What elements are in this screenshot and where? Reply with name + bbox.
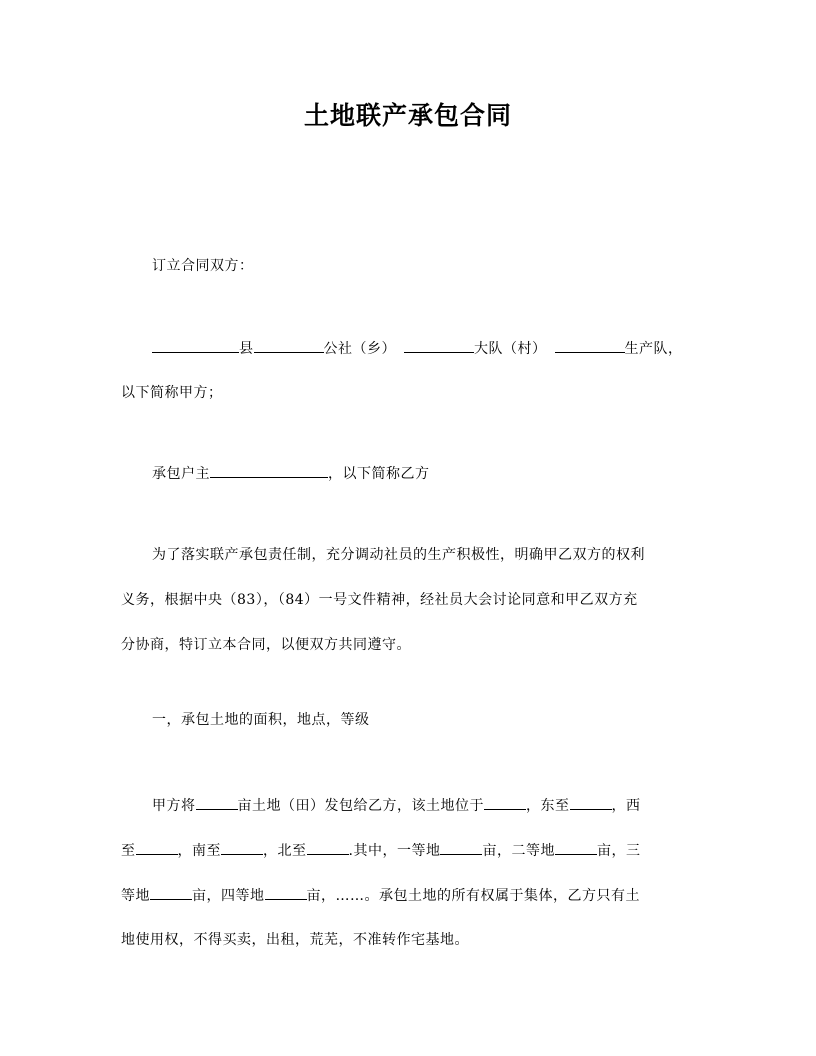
location-blank[interactable]: [484, 793, 526, 810]
section-1-line-2: 至 ，南至 ，北至 .其中，一等地 亩，二等地 亩，三: [121, 838, 697, 862]
north-boundary-blank[interactable]: [307, 838, 349, 855]
section-1-heading: 一，承包土地的面积，地点，等级: [152, 712, 370, 728]
brigade-blank[interactable]: [404, 336, 474, 353]
team-blank[interactable]: [555, 336, 625, 353]
south-boundary-blank[interactable]: [221, 838, 263, 855]
purpose-line-1: 为了落实联产承包责任制，充分调动社员的生产积极性，明确甲乙双方的权利: [152, 547, 645, 563]
grade-4-blank[interactable]: [265, 883, 307, 900]
document-title: 土地联产承包合同: [303, 101, 512, 130]
party-b-paragraph: 承包户主 ，以下简称乙方: [121, 461, 697, 485]
county-blank[interactable]: [152, 336, 239, 353]
party-a-paragraph: [121, 336, 697, 405]
purpose-line-2: 义务，根据中央（83），（84）一号文件精神，经社员大会讨论同意和甲乙双方充: [121, 592, 638, 608]
household-head-blank[interactable]: [210, 461, 328, 478]
grade-3-blank[interactable]: [150, 883, 192, 900]
parties-heading: 订立合同双方：: [152, 258, 254, 274]
section-1-line-4: 地使用权，不得买卖，出租，荒芜，不准转作宅基地。: [121, 932, 469, 948]
party-a-line-1: 县 公社（乡） 大队（村） 生产队，: [121, 336, 697, 360]
grade-2-blank[interactable]: [555, 838, 597, 855]
purpose-line-3: 分协商，特订立本合同，以便双方共同遵守。: [121, 637, 411, 653]
party-a-line-2: 以下简称甲方；: [121, 385, 223, 401]
section-1-line-3: 等地 亩，四等地 亩，……。承包土地的所有权属于集体，乙方只有土: [121, 883, 697, 907]
east-boundary-blank[interactable]: [570, 793, 612, 810]
grade-1-blank[interactable]: [440, 838, 482, 855]
area-blank[interactable]: [196, 793, 238, 810]
section-1-line-1: 甲方将 亩土地（田）发包给乙方，该土地位于 ，东至 ，西: [121, 793, 697, 817]
section-1-paragraph: [121, 793, 697, 952]
commune-blank[interactable]: [254, 336, 324, 353]
west-boundary-blank[interactable]: [136, 838, 178, 855]
purpose-paragraph: [121, 543, 697, 657]
